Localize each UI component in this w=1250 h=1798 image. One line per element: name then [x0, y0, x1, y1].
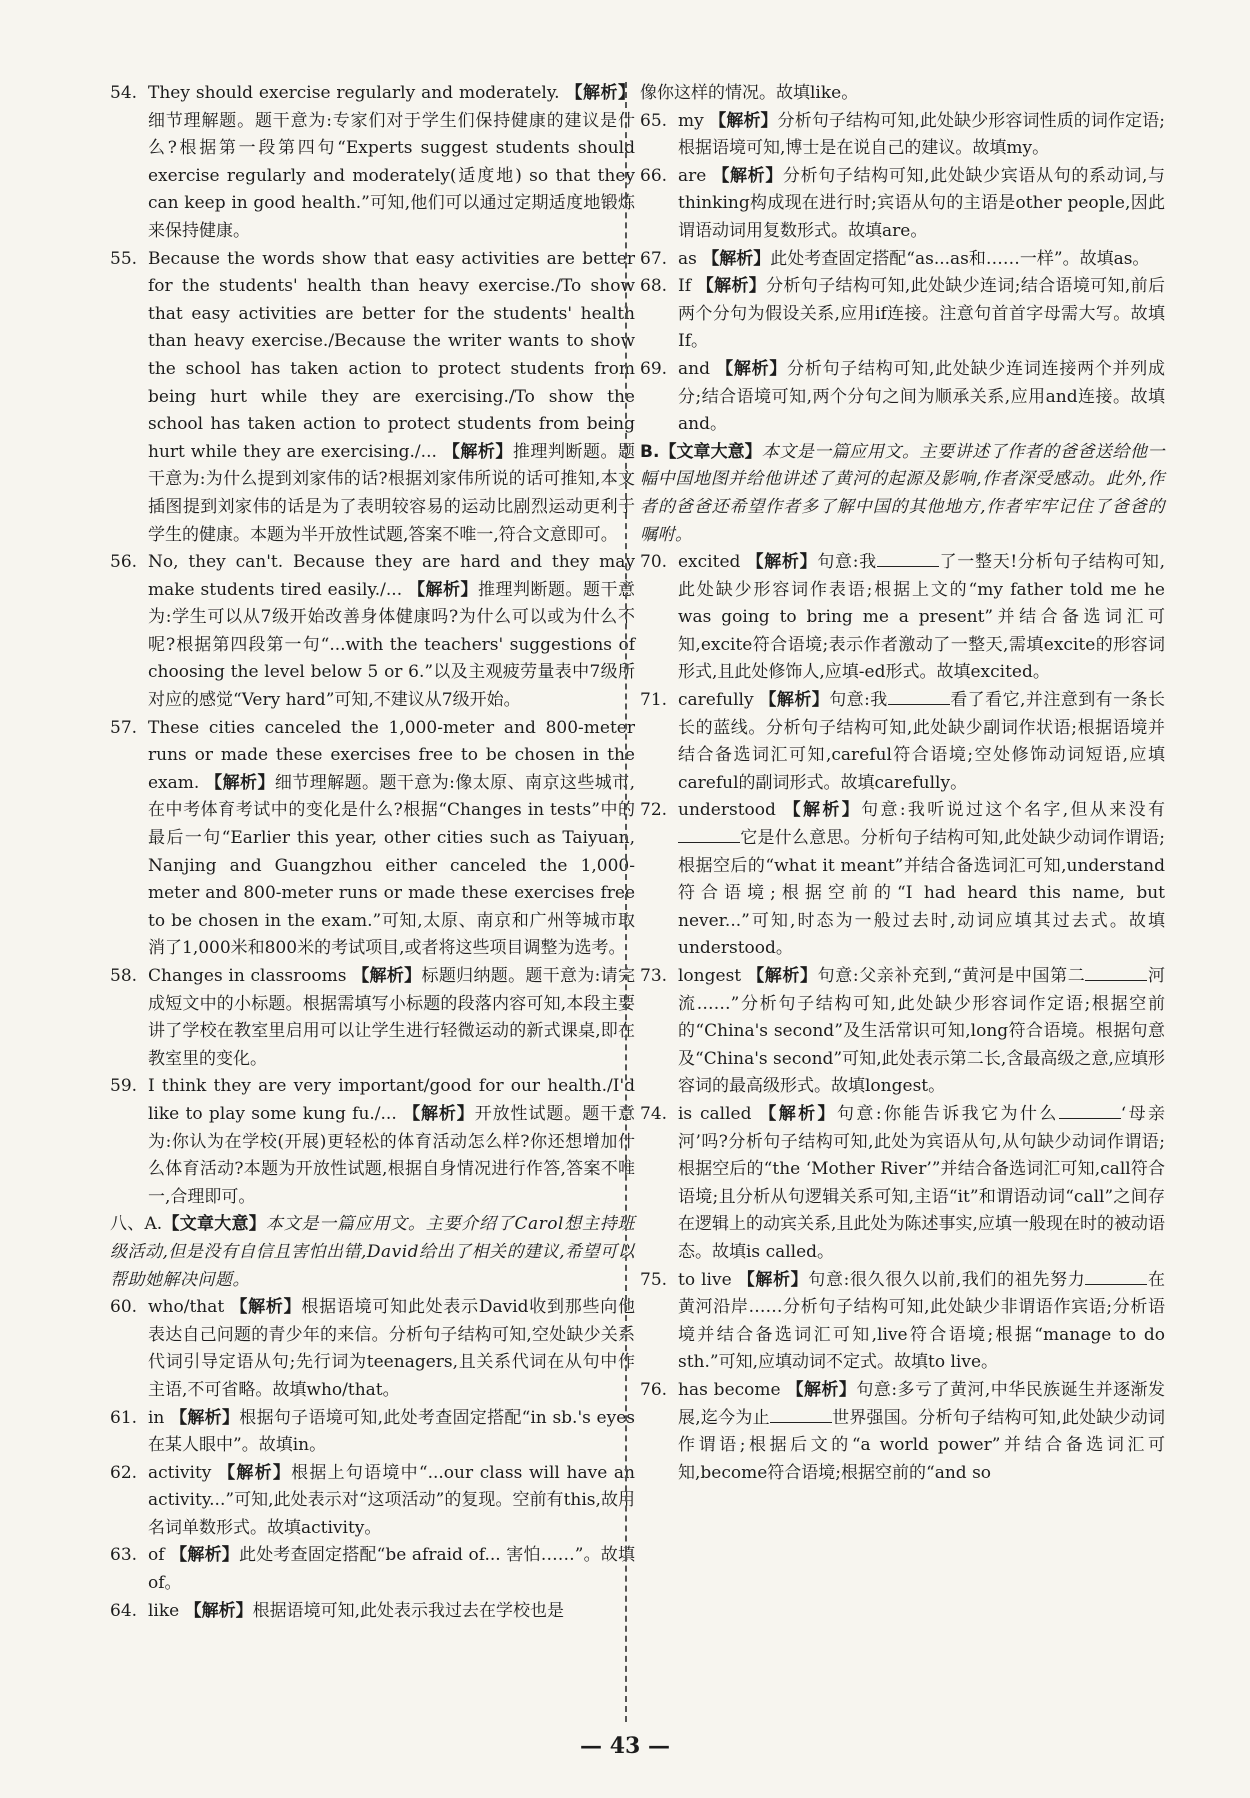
blank-line	[1085, 966, 1147, 981]
answer-text: I think they are very important/good for our health./I'd like to play some kung fu./...	[148, 1076, 635, 1124]
question-number: 67.	[640, 248, 668, 269]
question-number: 74.	[640, 1103, 668, 1124]
blank-line	[877, 552, 939, 567]
answer-text: are	[678, 165, 707, 186]
question-number: 55.	[110, 248, 138, 269]
explanation-text: 根据语境可知此处表示David收到那些向他表达自己问题的青少年的来信。分析句子结构可知,空处缺少关系代词引导定语从句;先行词为teenagers,且关系代词在从句中作主语,不可省略。故填who/that。	[148, 1297, 636, 1400]
blank-line	[678, 828, 740, 843]
analysis-tag: 【解析】	[218, 1462, 292, 1483]
explanation-post: 世界强国。分析句子结构可知,此处缺少动词作谓语;根据后文的“a world power”并结合备选词汇可知,become符合语境;根据空前的“and so	[678, 1407, 1166, 1483]
explanation-post: 看了看它,并注意到有一条长长的蓝线。分析句子结构可知,此处缺少副词作状语;根据语境并结合备选词汇可知,careful符合语境;空处修饰动词短语,应填careful的副词形式。故填carefully。	[678, 690, 1166, 793]
analysis-tag: 【解析】	[746, 552, 818, 573]
section-a-body: 本文是一篇应用文。主要介绍了Carol想主持班级活动,但是没有自信且害怕出错,David给出了相关的建议,希望可以帮助她解决问题。	[110, 1214, 635, 1290]
answer-item	[640, 246, 1165, 274]
blank-line	[770, 1408, 832, 1423]
answer-text: longest	[678, 966, 742, 986]
section-b-topic-tag: 【文章大意】	[659, 441, 762, 462]
left-column	[110, 80, 635, 1625]
analysis-tag: 【解析】	[747, 966, 818, 986]
section-b-label: B.	[640, 441, 660, 462]
analysis-tag: 【解析】	[170, 1545, 239, 1566]
answer-item	[110, 246, 635, 550]
answer-text: who/that	[148, 1297, 225, 1318]
answer-text: like	[148, 1600, 180, 1621]
answer-text: carefully	[678, 690, 754, 711]
explanation-text: 根据上句语境中“...our class will have an activity...”可知,此处表示对“这项活动”的复现。空前有this,故用名词单数形式。故填activity。	[148, 1462, 635, 1538]
explanation-text: 分析句子结构可知,此处缺少形容词性质的词作定语;根据语境可知,博士是在说自己的建议。故填my。	[678, 110, 1166, 159]
explanation-post: ‘母亲河’吗?分析句子结构可知,此处为宾语从句,从句缺少动词作谓语;根据空后的“the ‘Mother River’”并结合备选词汇可知,call符合语境;且分析从句逻辑关系可知,主语“it”和谓语动词“call”之间存在逻辑上的动宾关系,且此处为陈述事实,应填一般现在时的被动语态。故填is called。	[678, 1103, 1166, 1262]
question-number: 69.	[640, 358, 668, 379]
analysis-tag: 【解析】	[184, 1600, 253, 1621]
section-b-summary	[640, 439, 1165, 549]
analysis-tag: 【解析】	[352, 966, 422, 986]
section-a-topic-tag: 【文章大意】	[162, 1214, 266, 1235]
answer-text: They should exercise regularly and moderately.	[148, 83, 560, 103]
answer-text: has become	[678, 1379, 781, 1400]
answer-text: in	[148, 1407, 165, 1428]
analysis-tag: 【解析】	[783, 800, 862, 821]
explanation-pre: 句意:我	[829, 690, 888, 711]
analysis-tag: 【解析】	[759, 690, 830, 711]
answer-text: is called	[678, 1103, 752, 1124]
answer-item	[640, 163, 1165, 246]
explanation-text: 细节理解题。题干意为:像太原、南京这些城市,在中考体育考试中的变化是什么?根据“Changes in tests”中的最后一句“Earlier this year, other cities such as Taiyuan, Nanjing and Guangzhou either canceled the 1,000-meter and 800-meter runs or made these exercises free to be chosen in the exam.”可知,太原、南京和广州等城市取消了1,000米和800米的考试项目,或者将这些项目调整为选考。	[148, 772, 636, 959]
answer-text: Because the words show that easy activities are better for the students' health than heavy exercise./To show that easy activities are better for the students' health than heavy exercise./Because the writer wants to show the school has taken action to protect students from being hurt while they are exercising./To show the school has taken action to protect students from being hurt while they are exercising./...	[148, 248, 635, 462]
column-divider	[625, 82, 627, 1722]
explanation-text: 推理判断题。题干意为:为什么提到刘家伟的话?根据刘家伟所说的话可推知,本文插图提到刘家伟的话是为了表明较容易的运动比剧烈运动更利于学生的健康。本题为半开放性试题,答案不唯一,符合文意即可。	[148, 441, 636, 545]
answer-item	[640, 963, 1165, 1101]
answer-text: to live	[678, 1269, 732, 1290]
question-number: 54.	[110, 83, 138, 103]
blank-line	[1085, 1270, 1147, 1285]
analysis-tag: 【解析】	[696, 276, 767, 297]
explanation-text: 根据语境可知,此处表示我过去在学校也是	[252, 1600, 565, 1621]
analysis-tag: 【解析】	[408, 579, 479, 600]
explanation-text: 开放性试题。题干意为:你认为在学校(开展)更轻松的体育活动怎么样?你还想增加什么体育活动?本题为开放性试题,根据自身情况进行作答,答案不唯一,合理即可。	[148, 1103, 636, 1207]
explanation-pre: 句意:很久很久以前,我们的祖先努力	[808, 1269, 1086, 1290]
explanation-post: 在黄河沿岸……分析句子结构可知,此处缺少非谓语作宾语;分析语境并结合备选词汇可知,live符合语境;根据“manage to do sth.”可知,应填动词不定式。故填to live。	[678, 1269, 1166, 1373]
answer-item	[110, 1460, 635, 1543]
answer-item	[640, 687, 1165, 797]
question-number: 75.	[640, 1269, 668, 1290]
answer-text: and	[678, 358, 710, 379]
question-number: 60.	[110, 1297, 138, 1318]
explanation-text: 此处考查固定搭配“as...as和……一样”。故填as。	[770, 248, 1150, 269]
analysis-tag: 【解析】	[170, 1407, 240, 1428]
answer-item	[110, 1598, 635, 1626]
answer-item	[110, 80, 635, 246]
answer-item	[110, 1294, 635, 1404]
answer-text: of	[148, 1545, 165, 1566]
explanation-pre: 句意:我	[817, 552, 877, 573]
section-a-label: 八、A.	[110, 1214, 163, 1235]
question-number: 71.	[640, 690, 668, 711]
page-number: — 43 —	[580, 1733, 670, 1759]
answer-item	[640, 1377, 1165, 1487]
answer-item	[640, 356, 1165, 439]
question-number: 64.	[110, 1600, 138, 1621]
explanation-text: 标题归纳题。题干意为:请完成短文中的小标题。根据需填写小标题的段落内容可知,本段主要讲了学校在教室里启用可以让学生进行轻微运动的新式课桌,即在教室里的变化。	[148, 966, 635, 1069]
question-number: 59.	[110, 1076, 138, 1097]
analysis-tag: 【解析】	[786, 1379, 857, 1400]
answer-item	[640, 549, 1165, 687]
blank-line	[888, 690, 950, 705]
explanation-text: 推理判断题。题干意为:学生可以从7级开始改善身体健康吗?为什么可以或为什么不呢?根据第四段第一句“...with the teachers' suggestions of choosing the level below 5 or 6.”以及主观疲劳量表中7级所对应的感觉“Very hard”可知,不建议从7级开始。	[148, 579, 636, 711]
answer-item	[110, 1542, 635, 1597]
analysis-tag: 【解析】	[230, 1297, 302, 1318]
answer-item	[640, 1267, 1165, 1377]
section-a-summary	[110, 1211, 635, 1294]
answer-text: Changes in classrooms	[148, 966, 347, 986]
question-number: 63.	[110, 1545, 138, 1566]
analysis-tag: 【解析】	[403, 1103, 475, 1124]
explanation-text: 分析句子结构可知,此处缺少宾语从句的系动词,与thinking构成现在进行时;宾语从句的主语是other people,因此谓语动词用复数形式。故填are。	[678, 165, 1166, 241]
section-b-body: 本文是一篇应用文。主要讲述了作者的爸爸送给他一幅中国地图并给他讲述了黄河的起源及影响,作者深受感动。此外,作者的爸爸还希望作者多了解中国的其他地方,作者牢牢记住了爸爸的嘱咐。	[640, 441, 1166, 545]
question-number: 62.	[110, 1462, 138, 1483]
explanation-text: 根据句子语境可知,此处考查固定搭配“in sb.'s eyes在某人眼中”。故填in。	[148, 1407, 636, 1456]
analysis-tag: 【解析】	[565, 83, 635, 103]
answer-item	[110, 715, 635, 963]
analysis-tag: 【解析】	[737, 1269, 809, 1290]
analysis-tag: 【解析】	[702, 248, 771, 269]
analysis-tag: 【解析】	[442, 441, 513, 462]
answer-item	[110, 1073, 635, 1211]
explanation-pre: 句意:父亲补充到,“黄河是中国第二	[817, 966, 1086, 986]
explanation-post: 河流……”分析句子结构可知,此处缺少形容词作定语;根据空前的“China's second”及生活常识可知,long符合语境。根据句意及“China's second”可知,此处表示第二长,含最高级之意,应填形容词的最高级形式。故填longest。	[678, 966, 1166, 1097]
answer-text: No, they can't. Because they are hard and they may make students tired easily./...	[148, 552, 635, 600]
answer-item	[110, 963, 635, 1073]
question-number: 65.	[640, 110, 668, 131]
answer-item	[110, 549, 635, 715]
explanation-post: 了一整天!分析句子结构可知,此处缺少形容词作表语;根据上文的“my father told me he was going to bring me a present”并结合备选词汇可知,excite符合语境;表示作者激动了一整天,需填excite的形容词形式,且此处修饰人,应填-ed形式。故填excited。	[678, 552, 1165, 683]
answer-item	[640, 1101, 1165, 1267]
question-number: 66.	[640, 165, 668, 186]
analysis-tag: 【解析】	[712, 165, 783, 186]
explanation-pre: 句意:我听说过这个名字,但从来没有	[861, 800, 1165, 821]
answer-text: as	[678, 248, 697, 269]
analysis-tag: 【解析】	[759, 1103, 837, 1124]
question-number: 57.	[110, 717, 138, 738]
question-number: 68.	[640, 276, 668, 297]
explanation-pre: 句意:你能告诉我它为什么	[836, 1103, 1059, 1124]
answer-item	[110, 1405, 635, 1460]
answer-text: If	[678, 276, 692, 297]
question-number: 61.	[110, 1407, 138, 1428]
answer-item	[640, 797, 1165, 963]
analysis-tag: 【解析】	[205, 772, 275, 793]
question-number: 76.	[640, 1379, 668, 1400]
answer-text: These cities canceled the 1,000-meter and 800-meter runs or made these exercises free to be chosen in the exam.	[148, 717, 635, 793]
question-number: 58.	[110, 966, 138, 986]
question-number: 70.	[640, 552, 668, 573]
answer-text: my	[678, 110, 704, 131]
answer-text: activity	[148, 1462, 212, 1483]
answer-item	[640, 273, 1165, 356]
question-number: 56.	[110, 552, 138, 573]
explanation-text: 细节理解题。题干意为:专家们对于学生们保持健康的建议是什么?根据第一段第四句“Experts suggest students should exercise regularly and moderately(适度地) so that they can keep in good health.”可知,他们可以通过定期适度地锻炼来保持健康。	[148, 110, 635, 241]
question-number: 73.	[640, 966, 668, 986]
answer-text: excited	[678, 552, 741, 573]
explanation-pre: 句意:多亏了黄河,中华民族诞生并逐渐发展,迄今为止	[678, 1379, 1166, 1428]
question-number: 72.	[640, 800, 668, 821]
answer-item	[640, 108, 1165, 163]
analysis-tag: 【解析】	[716, 358, 788, 379]
answer-text: understood	[678, 800, 776, 821]
explanation-text: 分析句子结构可知,此处缺少连词;结合语境可知,前后两个分句为假设关系,应用if连接。注意句首首字母需大写。故填If。	[678, 276, 1165, 352]
right-column	[640, 80, 1165, 1487]
blank-line	[1059, 1104, 1121, 1119]
explanation-post: 它是什么意思。分析句子结构可知,此处缺少动词作谓语;根据空后的“what it meant”并结合备选词汇可知,understand符合语境;根据空前的“I had heard this name, but never...”可知,时态为一般过去时,动词应填其过去式。故填understood。	[678, 828, 1165, 959]
explanation-text: 此处考查固定搭配“be afraid of... 害怕……”。故填of。	[148, 1545, 636, 1594]
continued-text: 像你这样的情况。故填like。	[640, 83, 859, 103]
explanation-text: 分析句子结构可知,此处缺少连词连接两个并列成分;结合语境可知,两个分句之间为顺承关系,应用and连接。故填and。	[678, 358, 1166, 435]
analysis-tag: 【解析】	[709, 110, 778, 131]
